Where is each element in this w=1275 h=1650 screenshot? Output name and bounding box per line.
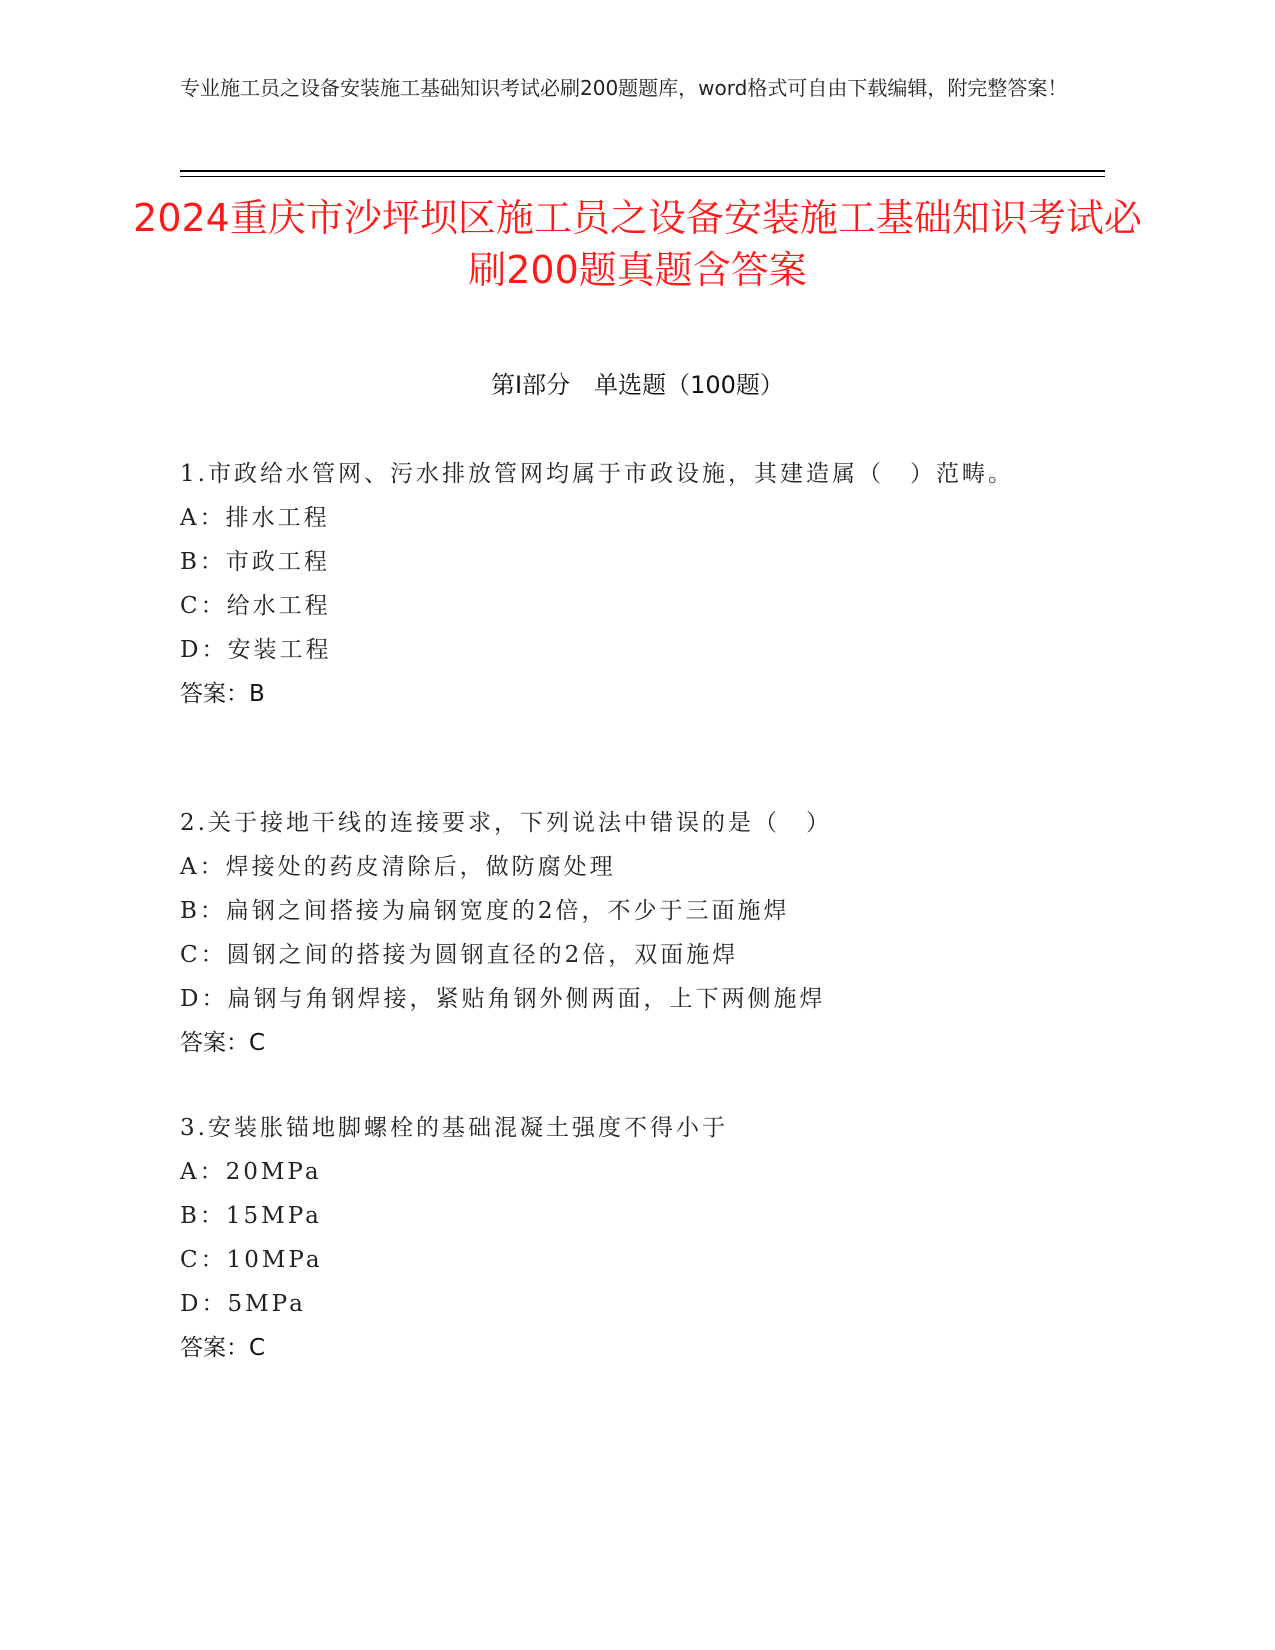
option-d: D：安装工程 xyxy=(180,637,332,663)
option-d: D：5MPa xyxy=(180,1291,306,1317)
question-stem: 1.市政给水管网、污水排放管网均属于市政设施，其建造属（ ）范畴。 xyxy=(180,461,1014,487)
question-3 xyxy=(180,1106,1100,1370)
option-b: B：15MPa xyxy=(180,1203,322,1229)
answer: 答案：C xyxy=(180,1335,266,1361)
option-d: D：扁钢与角钢焊接，紧贴角钢外侧两面，上下两侧施焊 xyxy=(180,986,826,1012)
question-stem: 2.关于接地干线的连接要求，下列说法中错误的是（ ） xyxy=(180,810,832,836)
option-c: C：圆钢之间的搭接为圆钢直径的2倍，双面施焊 xyxy=(180,942,739,968)
header-rule-thick xyxy=(180,170,1105,172)
header-note: 专业施工员之设备安装施工基础知识考试必刷200题题库，word格式可自由下载编辑，附完整答案！ xyxy=(180,76,1068,100)
option-a: A：焊接处的药皮清除后，做防腐处理 xyxy=(180,854,616,880)
answer: 答案：C xyxy=(180,1030,266,1056)
option-c: C：给水工程 xyxy=(180,593,331,619)
question-2 xyxy=(180,801,1100,1065)
section-title: 第I部分 单选题（100题） xyxy=(491,371,784,399)
option-a: A：排水工程 xyxy=(180,505,330,531)
question-stem: 3.安装胀锚地脚螺栓的基础混凝土强度不得小于 xyxy=(180,1115,728,1141)
question-1 xyxy=(180,452,1100,716)
document-title: 2024重庆市沙坪坝区施工员之设备安装施工基础知识考试必刷200题真题含答案 xyxy=(133,196,1142,292)
option-c: C：10MPa xyxy=(180,1247,323,1273)
header-rule-thin xyxy=(180,176,1105,177)
option-a: A：20MPa xyxy=(180,1159,322,1185)
answer: 答案：B xyxy=(180,681,265,707)
option-b: B：扁钢之间搭接为扁钢宽度的2倍，不少于三面施焊 xyxy=(180,898,790,924)
option-b: B：市政工程 xyxy=(180,549,330,575)
